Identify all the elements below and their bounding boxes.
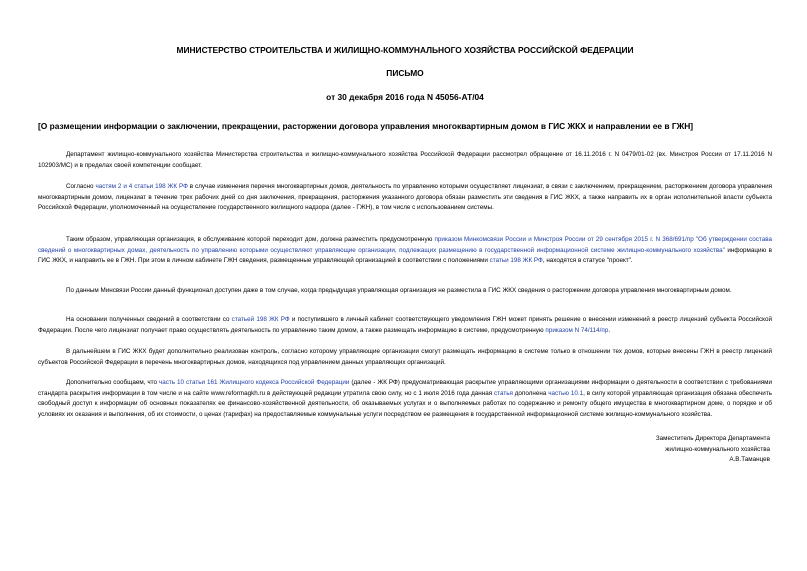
paragraph-text: По данным Минсвязи России данный функционал доступен даже в том случае, когда предыдущая управляющая организация не разместила в ГИС ЖКХ сведения о расторжении договора управления многоквартирным домом. xyxy=(66,287,732,294)
link-art198[interactable]: статьи 198 ЖК РФ xyxy=(489,257,543,264)
paragraph-text: (далее - ЖК РФ) предусматривающая раскрытие управляющими организациями информации о деятельности в соответствии с требованиями стандарта раскрытия информации в том числе и на сайте www.reformagkh.ru в действующей редакции утратила свою силу, но с 1 июля 2016 года данная xyxy=(38,379,772,397)
link-art198-parts2-4[interactable]: частям 2 и 4 статьи 198 ЖК РФ xyxy=(95,183,188,190)
paragraph-text: Департамент жилищно-коммунального хозяйства Министерства строительства и жилищно-коммунального хозяйства Российской Федерации рассмотрел обращение от 16.11.2016 г. N 0479/01-02 (вх. Минстроя России от 17.11.2016 N 102903/МС) и в пределах своей компетенции сообщает. xyxy=(38,151,772,169)
paragraph-text: Дополнительно сообщаем, что xyxy=(66,379,159,386)
paragraph-1 xyxy=(38,150,772,171)
paragraph-3 xyxy=(38,235,772,267)
link-order-74-114[interactable]: приказом N 74/114/пр xyxy=(545,326,609,334)
paragraph-text: Таким образом, управляющая организация, в обслуживание которой переходит дом, должна разместить предусмотренную xyxy=(66,236,435,243)
paragraph-text: и поступившего в личный кабинет соответствующего уведомления ГЖН может принять решение о внесении изменений в реестр лицензий субъекта Российской Федерации. После чего лицензиат получает право осуществлять деятельность по управлению таким домом, а также размещать информацию в системе, предусмотренную xyxy=(38,316,773,334)
ministry-title: МИНИСТЕРСТВО СТРОИТЕЛЬСТВА И ЖИЛИЩНО-КОММУНАЛЬНОГО ХОЗЯЙСТВА РОССИЙСКОЙ ФЕДЕРАЦИИ xyxy=(176,45,634,55)
link-article[interactable]: статья xyxy=(494,389,513,397)
paragraph-text: Согласно xyxy=(66,183,96,190)
link-order-368-691[interactable]: приказом Минкомсвязи России и Минстроя России от 29 сентября 2015 г. N 368/691/пр "Об утверждении состава сведений о многоквартирных домах, деятельность по управлению которыми осуществляют управляющие организации, подлежащих размещению в государственной информационной системе жилищно-коммунального хозяйства" xyxy=(38,236,772,254)
paragraph-4 xyxy=(38,286,772,297)
link-art198[interactable]: статьей 198 ЖК РФ xyxy=(231,316,290,323)
paragraph-text: На основании полученных сведений в соответствии со xyxy=(66,316,232,323)
doc-type: ПИСЬМО xyxy=(386,68,424,78)
paragraph-text: , в силу которой управляющая организация обязана обеспечить свободный доступ к информации об основных показателях ее финансово-хозяйственной деятельности, об оказываемых услугах и о выполняемых работах по содержанию и ремонту общего имущества в многоквартирном доме, о порядке и об условиях их оказания и выполнения, об их стоимости, о ценах (тарифах) на предоставляемые коммунальные услуги посредством ее размещения в государственной информационной системе жилищно-коммунального хозяйства. xyxy=(38,389,772,418)
link-part-10-1[interactable]: частью 10.1 xyxy=(548,389,584,397)
signature-name: А.В.Таманцев xyxy=(729,456,770,463)
paragraph-text: в случае изменения перечня многоквартирных домов, деятельность по управлению которыми осуществляет лицензиат, в связи с заключением, прекращением, расторжением договора управления многоквартирным домом, лицензиат в течение трех рабочих дней со дня заключения, прекращения, расторжения указанного договора обязан разместить эти сведения в ГИС ЖКХ, а также направить их в орган исполнительной власти субъекта Российской Федерации, уполномоченный на осуществление государственного жилищного надзора (далее - ГЖН), в том числе с использованием системы. xyxy=(38,183,773,211)
doc-date-number: от 30 декабря 2016 года N 45056-АТ/04 xyxy=(326,92,484,102)
signature-position: Заместитель Директора Департамента xyxy=(655,435,770,442)
paragraph-text: дополнена xyxy=(512,389,549,397)
paragraph-5 xyxy=(38,315,772,336)
signature-block xyxy=(656,434,770,466)
paragraph-6 xyxy=(38,347,772,368)
link-art161-part10[interactable]: часть 10 статьи 161 Жилищного кодекса Российской Федерации xyxy=(158,379,350,386)
paragraph-text: . xyxy=(608,326,611,334)
paragraph-text: , находятся в статусе "проект". xyxy=(542,257,633,264)
paragraph-7 xyxy=(38,378,772,420)
signature-department: жилищно-коммунального хозяйства xyxy=(665,445,770,453)
paragraph-text: информацию в ГИС ЖКХ, и направить ее в ГЖН. При этом в личном кабинете ГЖН сведения, размещенные управляющей организацией в соответствии с положениями xyxy=(38,246,772,264)
paragraph-2 xyxy=(38,182,772,214)
paragraph-text: В дальнейшем в ГИС ЖКХ будет дополнительно реализован контроль, согласно которому управляющие организации смогут размещать информацию в системе только в отношении тех домов, которые внесены ГЖН в реестр лицензий субъектов Российской Федерации в перечень многоквартирных домов, находящихся под управлением данных управляющих организаций. xyxy=(38,348,772,366)
doc-subject: [О размещении информации о заключении, прекращении, расторжении договора управления многоквартирным домом в ГИС ЖКХ и направлении ее в ГЖН] xyxy=(38,121,694,131)
